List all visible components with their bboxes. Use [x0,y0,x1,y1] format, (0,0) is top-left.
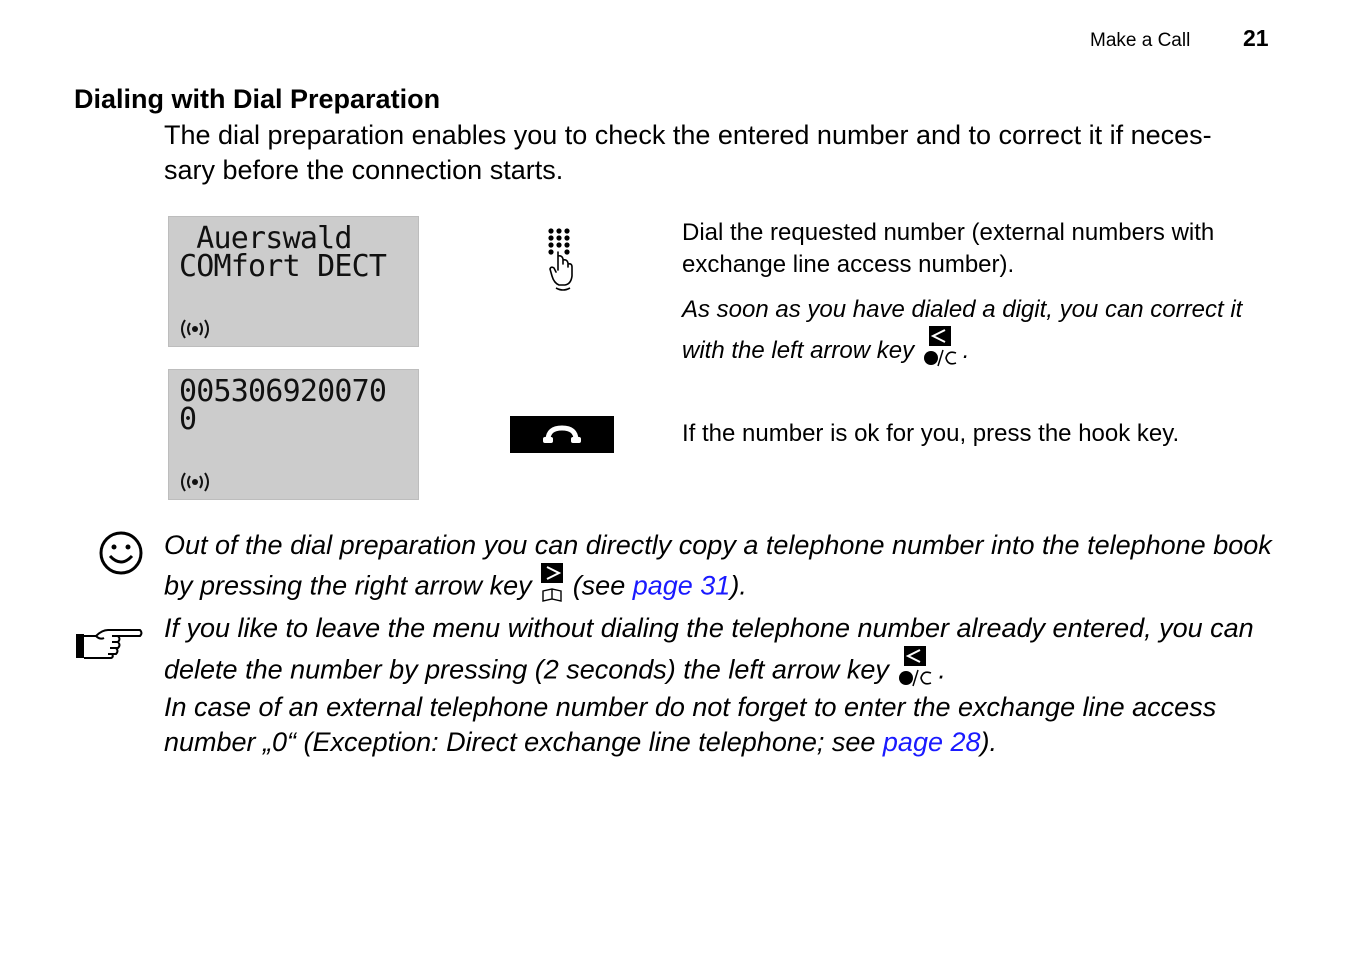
note-copy-text-c: ). [730,570,747,601]
lcd-line-2: 0 [179,402,197,437]
intro-paragraph [164,118,1279,188]
step-correct-text [682,294,1282,377]
note-leave-text-b: . [938,654,946,685]
step-dial-text: Dial the requested number (external numbers with exchange line access number). [682,219,1215,278]
left-arrow-clear-key-icon [921,326,963,377]
running-header: Make a Call [1090,30,1191,51]
pointing-hand-icon [74,624,144,664]
keypad-hand-icon [544,226,578,292]
lcd-line-1: 005306920070 [179,374,387,409]
note-copy-text-b: (see [565,570,633,601]
hook-key-icon [510,416,614,453]
antenna-icon [179,318,211,340]
note-external-number [164,690,1284,760]
note-leave-menu [164,611,1284,697]
page-31-link[interactable]: page 31 [632,570,731,601]
right-arrow-phonebook-key-icon [539,563,565,612]
step-correct-text-a: As soon as you have dialed a digit, you can correct it with the left arrow key [682,296,1243,364]
note-ext-text-b: ). [980,727,998,757]
lcd-line-2: COMfort DECT [179,249,387,284]
note-ext-text-a: In case of an external telephone number do not forget to enter the exchange line access number „0“ (Exception: Direct exchange line telephone; see [164,692,1217,757]
page-number: 21 [1243,25,1269,51]
handset-glyph [510,416,614,453]
page-28-link[interactable]: page 28 [882,727,981,757]
lcd-line-1: Auerswald [179,221,352,256]
note-leave-text-a: If you like to leave the menu without dialing the telephone number already entered, you can delete the number by pressing (2 seconds) the left arrow key [164,613,1254,685]
lcd-display-idle [168,216,419,347]
step-correct-text-b: . [962,336,970,364]
intro-text: The dial preparation enables you to check the entered number and to correct it if neces- sary before the connection starts. [164,120,1212,185]
section-heading: Dialing with Dial Preparation [74,84,441,114]
step-hook-text: If the number is ok for you, press the hook key. [682,420,1180,447]
lcd-display-number [168,369,419,500]
smiley-icon [98,530,144,576]
note-copy-text-a: Out of the dial preparation you can directly copy a telephone number into the telephone book by pressing the right arrow key [164,530,1272,601]
note-copy-number [164,528,1284,612]
antenna-icon [179,471,211,493]
